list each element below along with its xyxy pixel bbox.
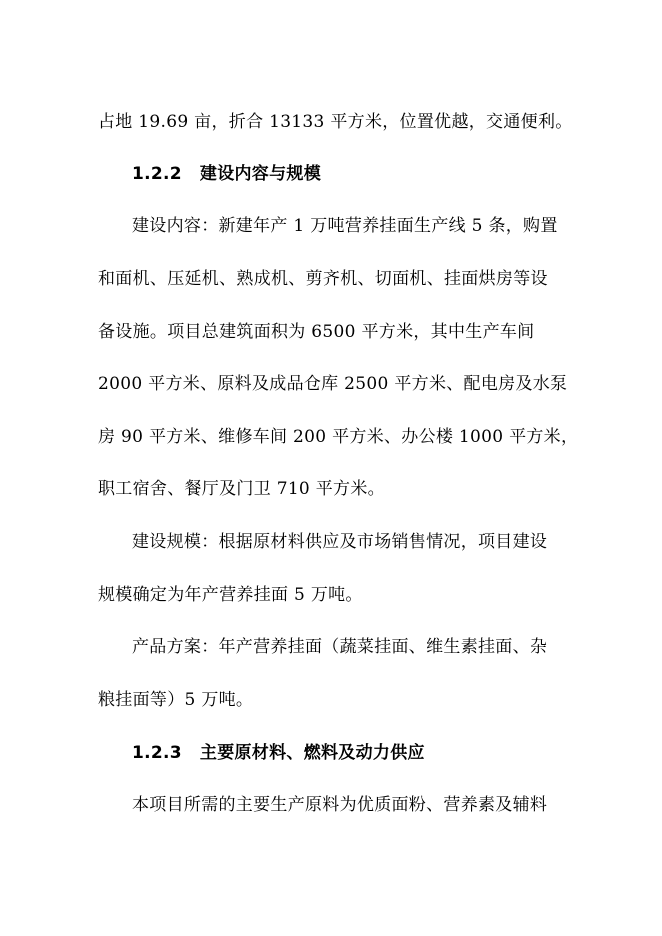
- paragraph-line: 建设内容：新建年产 1 万吨营养挂面生产线 5 条，购置: [132, 216, 558, 236]
- paragraph-line: 本项目所需的主要生产原料为优质面粉、营养素及辅料: [132, 795, 548, 815]
- paragraph-line: 占地 19.69 亩，折合 13133 平方米，位置优越，交通便利。: [98, 112, 573, 132]
- paragraph-line: 房 90 平方米、维修车间 200 平方米、办公楼 1000 平方米，: [98, 427, 579, 447]
- paragraph-line: 和面机、压延机、熟成机、剪齐机、切面机、挂面烘房等设: [98, 269, 548, 289]
- section-title: 建设内容与规模: [199, 164, 322, 184]
- paragraph-line: 产品方案：年产营养挂面（蔬菜挂面、维生素挂面、杂: [132, 637, 548, 657]
- section-number: 1.2.2: [132, 164, 182, 184]
- paragraph-line: 建设规模：根据原材料供应及市场销售情况，项目建设: [132, 532, 548, 552]
- paragraph-line: 规模确定为年产营养挂面 5 万吨。: [98, 585, 363, 605]
- paragraph-line: 2000 平方米、原料及成品仓库 2500 平方米、配电房及水泵: [98, 374, 568, 394]
- paragraph-line: 职工宿舍、餐厅及门卫 710 平方米。: [98, 479, 385, 499]
- section-number: 1.2.3: [132, 743, 182, 763]
- section-heading-1-2-2: [132, 162, 558, 186]
- paragraph-line: 粮挂面等）5 万吨。: [98, 690, 254, 710]
- section-title: 主要原材料、燃料及动力供应: [199, 743, 425, 763]
- paragraph-line: 备设施。项目总建筑面积为 6500 平方米，其中生产车间: [98, 322, 535, 342]
- section-heading-1-2-3: [132, 741, 558, 765]
